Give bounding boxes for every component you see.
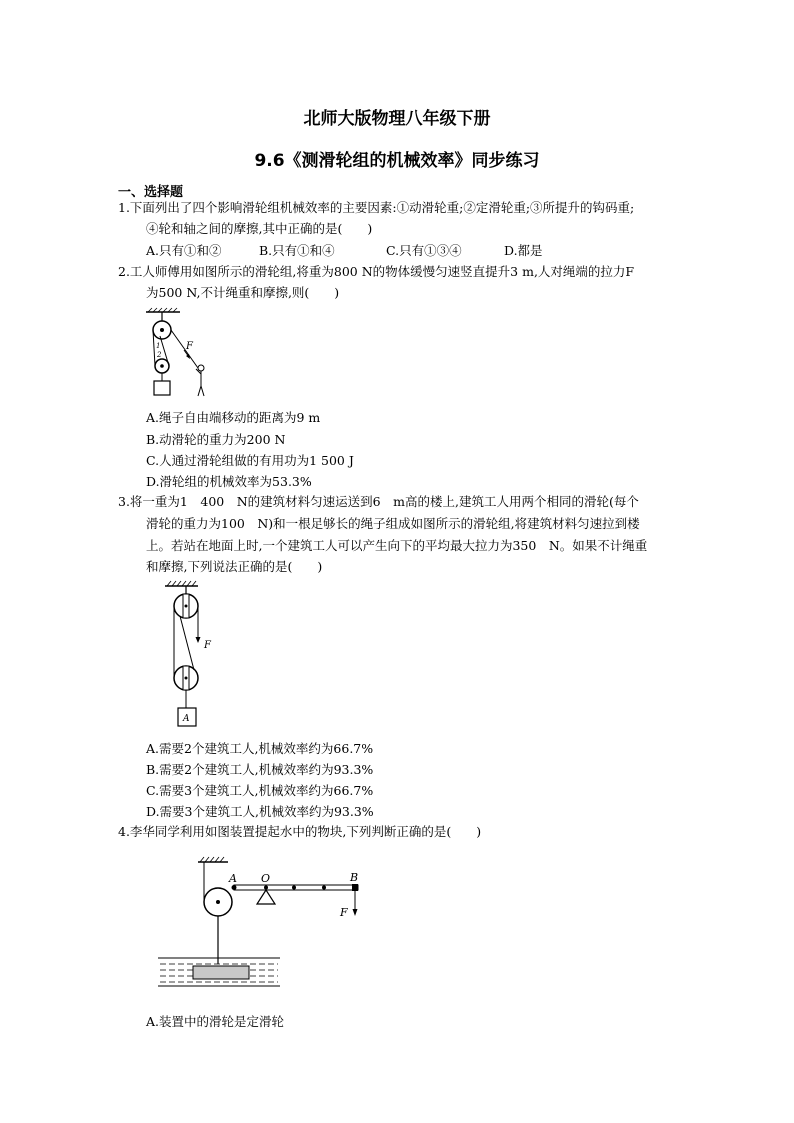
q2-pulley-figure — [140, 308, 220, 403]
q2-line2: 为500 N,不计绳重和摩擦,则( ) — [146, 285, 340, 300]
q3-line3: 上。若站在地面上时,一个建筑工人可以产生向下的平均最大拉力为350 N。如果不计绳重 — [146, 538, 648, 553]
q3-block-label: A — [183, 714, 190, 724]
q2-option-b: B.动滑轮的重力为200 N — [146, 432, 286, 447]
q2-option-d: D.滑轮组的机械效率为53.3% — [146, 474, 312, 489]
q3-option-c: C.需要3个建筑工人,机械效率约为66.7% — [146, 783, 374, 798]
q1-option-b: B.只有①和④ — [259, 243, 335, 258]
q4-lever-figure — [158, 856, 388, 996]
q1-option-c: C.只有①③④ — [386, 243, 462, 258]
q4-label-o: O — [261, 872, 271, 885]
q3-option-b: B.需要2个建筑工人,机械效率约为93.3% — [146, 762, 374, 777]
q1-line2: ④轮和轴之间的摩擦,其中正确的是( ) — [146, 221, 373, 236]
q1-option-a: A.只有①和② — [146, 243, 222, 258]
page-subtitle: 9.6《测滑轮组的机械效率》同步练习 — [254, 151, 540, 171]
q2-option-a: A.绳子自由端移动的距离为9 m — [146, 410, 321, 425]
q4-label-a: A — [229, 872, 237, 885]
q3-option-d: D.需要3个建筑工人,机械效率约为93.3% — [146, 804, 374, 819]
q2-force-label: F — [186, 341, 193, 352]
q3-line2: 滑轮的重力为100 N)和一根足够长的绳子组成如图所示的滑轮组,将建筑材料匀速拉到楼 — [146, 516, 640, 531]
q3-option-a: A.需要2个建筑工人,机械效率约为66.7% — [146, 741, 374, 756]
q3-line1: 3.将一重为1 400 N的建筑材料匀速运送到6 m高的楼上,建筑工人用两个相同的滑轮(每个 — [118, 494, 639, 509]
q4-force-label: F — [340, 906, 348, 919]
q2-option-c: C.人通过滑轮组做的有用功为1 500 J — [146, 453, 354, 468]
q3-pulley-figure — [160, 580, 220, 730]
q2-line1: 2.工人师傅用如图所示的滑轮组,将重为800 N的物体缓慢匀速竖直提升3 m,人对绳端的拉力F — [118, 264, 635, 279]
page-title: 北师大版物理八年级下册 — [303, 109, 491, 129]
q2-pulley-label-1: 1 — [156, 342, 161, 350]
q4-line1: 4.李华同学利用如图装置提起水中的物块,下列判断正确的是( ) — [118, 824, 482, 839]
section-heading: 一、选择题 — [118, 185, 184, 200]
q2-pulley-label-2: 2 — [157, 351, 162, 359]
q3-line4: 和摩擦,下列说法正确的是( ) — [146, 559, 323, 574]
q4-label-b: B — [350, 871, 359, 884]
q1-option-d: D.都是 — [504, 243, 543, 258]
q1-line1: 1.下面列出了四个影响滑轮组机械效率的主要因素:①动滑轮重;②定滑轮重;③所提升的钩码重; — [118, 200, 635, 215]
q3-force-label: F — [204, 640, 211, 651]
q4-option-a: A.装置中的滑轮是定滑轮 — [146, 1014, 285, 1029]
